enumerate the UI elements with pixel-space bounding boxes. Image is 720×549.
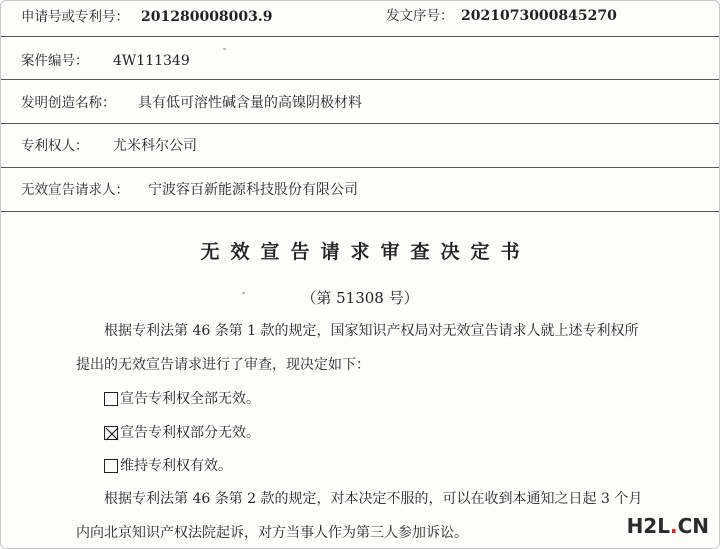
application-number-label: 申请号或专利号： <box>21 9 129 25</box>
scan-speck <box>242 292 245 294</box>
invention-name-value: 具有低可溶性碱含量的高镍阴极材料 <box>138 95 362 111</box>
paragraph-2-line-2: 内向北京知识产权法院起诉，对方当事人作为第三人参加诉讼。 <box>76 525 468 541</box>
option-label: 宣告专利权全部无效。 <box>120 391 260 407</box>
requester-row <box>1 168 719 212</box>
application-number-value: 201280008003.9 <box>141 9 273 25</box>
unchecked-box-icon <box>104 459 118 473</box>
option-maintain-valid <box>104 456 232 476</box>
document-title: 无效宣告请求审查决定书 <box>200 241 531 263</box>
case-number-value: 4W111349 <box>113 53 190 69</box>
case-number-row <box>1 37 719 80</box>
case-number-label: 案件编号： <box>21 53 89 69</box>
paragraph-1-line-2: 提出的无效宣告请求进行了审查，现决定如下： <box>76 357 370 373</box>
invention-name-label: 发明创造名称： <box>21 95 116 111</box>
requester-label: 无效宣告请求人： <box>21 182 129 198</box>
option-label: 维持专利权有效。 <box>120 458 232 474</box>
patentee-label: 专利权人： <box>21 138 89 154</box>
scan-speck <box>223 48 226 50</box>
patentee-row <box>1 124 719 168</box>
option-label: 宣告专利权部分无效。 <box>120 425 260 441</box>
option-full-invalidation <box>104 389 260 409</box>
patentee-value: 尤米科尔公司 <box>113 138 197 154</box>
header-row <box>1 1 719 37</box>
dispatch-number-label: 发文序号： <box>386 8 454 24</box>
dispatch-number-value: 2021073000845270 <box>461 8 617 24</box>
paragraph-2-line-1: 根据专利法第 46 条第 2 款的规定，对本决定不服的，可以在收到本通知之日起 3 个月 <box>104 491 643 507</box>
paragraph-1-line-1: 根据专利法第 46 条第 1 款的规定，国家知识产权局对无效宣告请求人就上述专利权所 <box>104 323 639 339</box>
site-watermark: H2L.CN <box>626 514 709 538</box>
invention-name-row <box>1 80 719 124</box>
requester-value: 宁波容百新能源科技股份有限公司 <box>148 182 358 198</box>
decision-number: （第 51308 号） <box>301 289 419 307</box>
option-partial-invalidation <box>104 423 260 443</box>
unchecked-box-icon <box>104 392 118 406</box>
crossed-box-icon <box>104 426 118 440</box>
